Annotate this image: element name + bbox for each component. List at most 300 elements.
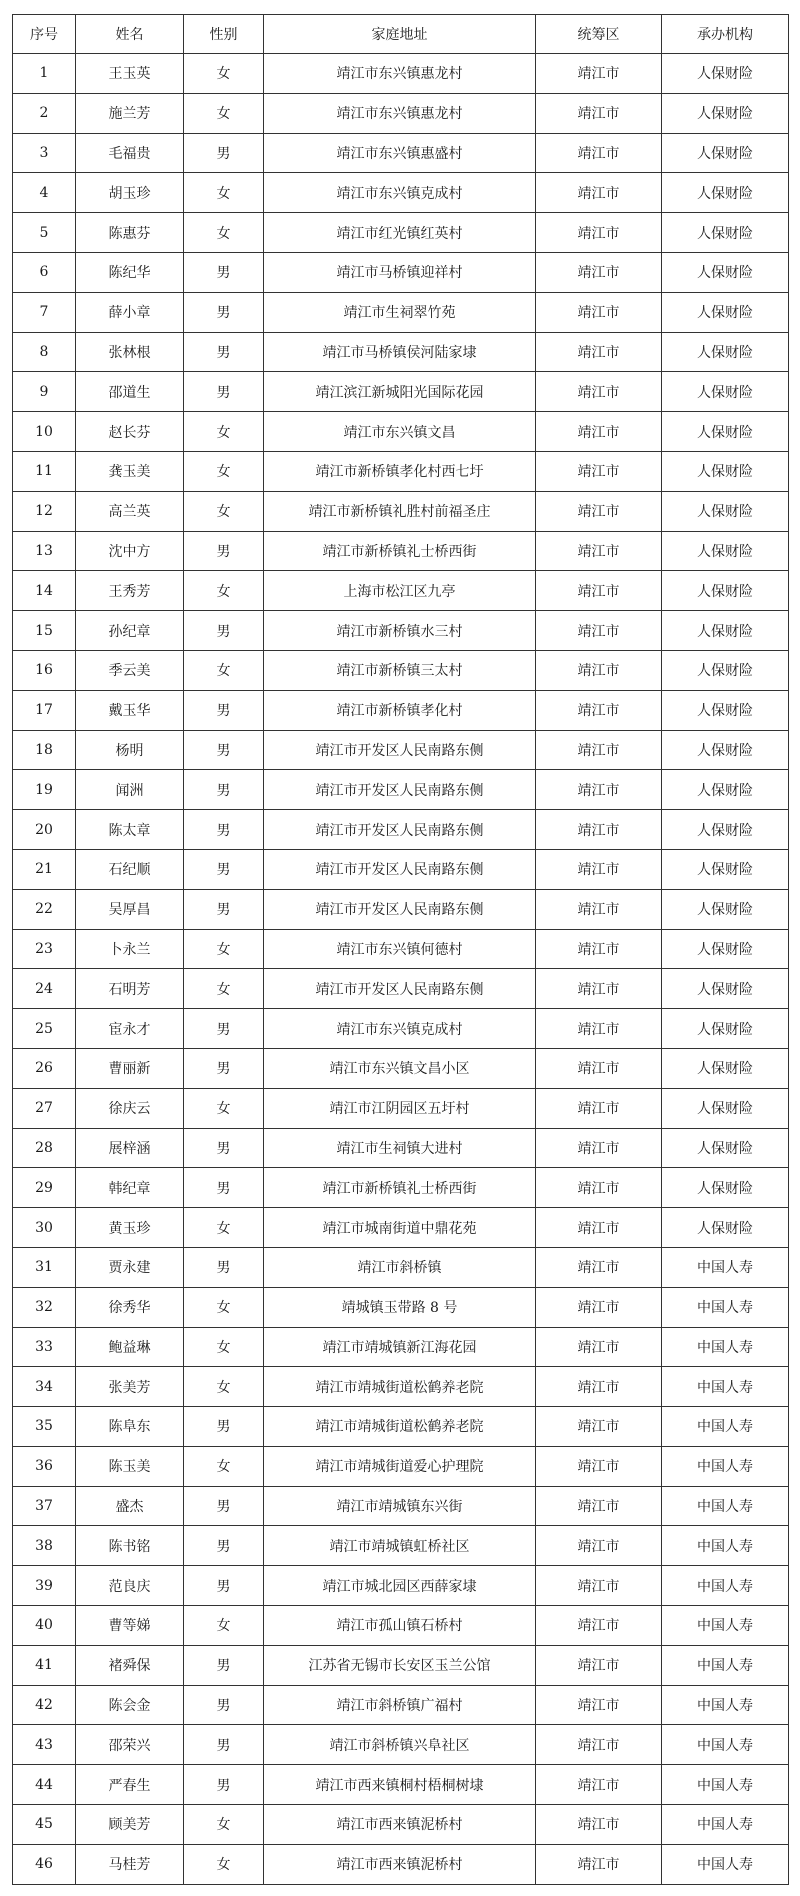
cell-gender: 男	[184, 1526, 264, 1566]
cell-name: 顾美芳	[76, 1805, 184, 1845]
cell-index: 34	[13, 1367, 76, 1407]
cell-district: 靖江市	[536, 213, 662, 253]
cell-address: 上海市松江区九亭	[264, 571, 536, 611]
cell-district: 靖江市	[536, 611, 662, 651]
cell-index: 43	[13, 1725, 76, 1765]
cell-index: 1	[13, 54, 76, 94]
table-row	[13, 1446, 789, 1486]
cell-agency: 人保财险	[662, 292, 789, 332]
table-row	[13, 54, 789, 94]
cell-agency: 人保财险	[662, 1048, 789, 1088]
table-row	[13, 93, 789, 133]
cell-gender: 男	[184, 332, 264, 372]
cell-agency: 人保财险	[662, 412, 789, 452]
cell-index: 6	[13, 252, 76, 292]
cell-gender: 男	[184, 730, 264, 770]
cell-name: 孙纪章	[76, 611, 184, 651]
cell-district: 靖江市	[536, 1725, 662, 1765]
cell-district: 靖江市	[536, 1844, 662, 1884]
cell-index: 2	[13, 93, 76, 133]
cell-name: 龚玉美	[76, 451, 184, 491]
cell-name: 陈惠芬	[76, 213, 184, 253]
cell-gender: 男	[184, 611, 264, 651]
table-row	[13, 849, 789, 889]
roster-body	[13, 54, 789, 1885]
cell-district: 靖江市	[536, 650, 662, 690]
cell-address: 靖江市开发区人民南路东侧	[264, 969, 536, 1009]
cell-address: 靖江市城北园区西薛家埭	[264, 1566, 536, 1606]
cell-index: 22	[13, 889, 76, 929]
cell-gender: 男	[184, 133, 264, 173]
cell-name: 陈阜东	[76, 1407, 184, 1447]
cell-address: 靖江市东兴镇文昌	[264, 412, 536, 452]
cell-index: 19	[13, 770, 76, 810]
cell-district: 靖江市	[536, 412, 662, 452]
cell-address: 靖江市靖城街道松鹤养老院	[264, 1407, 536, 1447]
cell-agency: 人保财险	[662, 531, 789, 571]
cell-index: 10	[13, 412, 76, 452]
cell-address: 靖江市马桥镇迎祥村	[264, 252, 536, 292]
cell-district: 靖江市	[536, 1606, 662, 1646]
cell-gender: 女	[184, 93, 264, 133]
cell-index: 17	[13, 690, 76, 730]
cell-name: 沈中方	[76, 531, 184, 571]
cell-index: 32	[13, 1287, 76, 1327]
cell-agency: 中国人寿	[662, 1566, 789, 1606]
cell-name: 陈会金	[76, 1685, 184, 1725]
cell-district: 靖江市	[536, 1048, 662, 1088]
cell-gender: 女	[184, 1367, 264, 1407]
cell-index: 11	[13, 451, 76, 491]
cell-index: 18	[13, 730, 76, 770]
cell-index: 7	[13, 292, 76, 332]
cell-gender: 女	[184, 54, 264, 94]
cell-agency: 中国人寿	[662, 1765, 789, 1805]
cell-district: 靖江市	[536, 1645, 662, 1685]
cell-address: 靖江市新桥镇三太村	[264, 650, 536, 690]
cell-agency: 中国人寿	[662, 1805, 789, 1845]
cell-gender: 男	[184, 1765, 264, 1805]
cell-name: 邵道生	[76, 372, 184, 412]
cell-name: 范良庆	[76, 1566, 184, 1606]
table-row	[13, 1367, 789, 1407]
roster-sheet	[12, 14, 788, 1885]
cell-index: 38	[13, 1526, 76, 1566]
cell-name: 陈书铭	[76, 1526, 184, 1566]
cell-gender: 女	[184, 1805, 264, 1845]
cell-agency: 人保财险	[662, 213, 789, 253]
table-row	[13, 1685, 789, 1725]
cell-name: 徐秀华	[76, 1287, 184, 1327]
cell-address: 靖江市生祠翠竹苑	[264, 292, 536, 332]
cell-index: 14	[13, 571, 76, 611]
cell-name: 吴厚昌	[76, 889, 184, 929]
cell-address: 靖江市新桥镇水三村	[264, 611, 536, 651]
cell-district: 靖江市	[536, 1168, 662, 1208]
cell-name: 严春生	[76, 1765, 184, 1805]
cell-address: 靖江市西来镇桐村梧桐树埭	[264, 1765, 536, 1805]
cell-name: 施兰芳	[76, 93, 184, 133]
cell-address: 靖江市红光镇红英村	[264, 213, 536, 253]
cell-index: 29	[13, 1168, 76, 1208]
cell-index: 21	[13, 849, 76, 889]
cell-address: 靖江市马桥镇侯河陆家埭	[264, 332, 536, 372]
cell-agency: 中国人寿	[662, 1606, 789, 1646]
table-row	[13, 1725, 789, 1765]
cell-agency: 人保财险	[662, 889, 789, 929]
header-index: 序号	[13, 15, 76, 54]
cell-name: 张林根	[76, 332, 184, 372]
table-row	[13, 491, 789, 531]
cell-name: 褚舜保	[76, 1645, 184, 1685]
cell-index: 27	[13, 1088, 76, 1128]
cell-agency: 人保财险	[662, 133, 789, 173]
cell-address: 靖江市新桥镇礼士桥西街	[264, 531, 536, 571]
table-row	[13, 1088, 789, 1128]
cell-gender: 男	[184, 1048, 264, 1088]
cell-district: 靖江市	[536, 93, 662, 133]
cell-agency: 人保财险	[662, 173, 789, 213]
cell-district: 靖江市	[536, 1009, 662, 1049]
cell-district: 靖江市	[536, 1128, 662, 1168]
table-row	[13, 1048, 789, 1088]
table-row	[13, 372, 789, 412]
cell-index: 39	[13, 1566, 76, 1606]
cell-name: 陈太章	[76, 810, 184, 850]
cell-agency: 中国人寿	[662, 1685, 789, 1725]
cell-index: 9	[13, 372, 76, 412]
cell-district: 靖江市	[536, 531, 662, 571]
cell-agency: 人保财险	[662, 849, 789, 889]
cell-index: 12	[13, 491, 76, 531]
cell-address: 靖江市开发区人民南路东侧	[264, 810, 536, 850]
cell-name: 展梓涵	[76, 1128, 184, 1168]
cell-district: 靖江市	[536, 571, 662, 611]
cell-district: 靖江市	[536, 491, 662, 531]
cell-agency: 中国人寿	[662, 1486, 789, 1526]
cell-agency: 人保财险	[662, 372, 789, 412]
table-row	[13, 1247, 789, 1287]
cell-address: 靖江市靖城街道松鹤养老院	[264, 1367, 536, 1407]
cell-gender: 女	[184, 412, 264, 452]
cell-gender: 女	[184, 1844, 264, 1884]
cell-district: 靖江市	[536, 1566, 662, 1606]
cell-name: 胡玉珍	[76, 173, 184, 213]
table-row	[13, 1168, 789, 1208]
cell-gender: 男	[184, 1566, 264, 1606]
cell-address: 靖江市开发区人民南路东侧	[264, 770, 536, 810]
cell-address: 靖江市东兴镇何德村	[264, 929, 536, 969]
cell-agency: 中国人寿	[662, 1526, 789, 1566]
cell-district: 靖江市	[536, 1327, 662, 1367]
table-row	[13, 650, 789, 690]
cell-gender: 男	[184, 1247, 264, 1287]
cell-district: 靖江市	[536, 1486, 662, 1526]
cell-index: 41	[13, 1645, 76, 1685]
table-row	[13, 451, 789, 491]
cell-index: 28	[13, 1128, 76, 1168]
cell-gender: 男	[184, 810, 264, 850]
cell-district: 靖江市	[536, 1208, 662, 1248]
cell-address: 靖江市新桥镇孝化村西七圩	[264, 451, 536, 491]
cell-gender: 男	[184, 252, 264, 292]
cell-agency: 中国人寿	[662, 1844, 789, 1884]
cell-name: 季云美	[76, 650, 184, 690]
table-row	[13, 531, 789, 571]
cell-gender: 男	[184, 690, 264, 730]
cell-name: 张美芳	[76, 1367, 184, 1407]
cell-name: 薛小章	[76, 292, 184, 332]
cell-district: 靖江市	[536, 1088, 662, 1128]
cell-agency: 人保财险	[662, 332, 789, 372]
cell-agency: 人保财险	[662, 93, 789, 133]
cell-agency: 人保财险	[662, 1168, 789, 1208]
cell-agency: 人保财险	[662, 690, 789, 730]
cell-address: 靖江市东兴镇惠龙村	[264, 54, 536, 94]
cell-gender: 女	[184, 1287, 264, 1327]
table-row	[13, 1645, 789, 1685]
cell-agency: 中国人寿	[662, 1287, 789, 1327]
cell-index: 5	[13, 213, 76, 253]
cell-address: 靖江市斜桥镇广福村	[264, 1685, 536, 1725]
cell-agency: 人保财险	[662, 451, 789, 491]
cell-agency: 中国人寿	[662, 1247, 789, 1287]
header-gender: 性别	[184, 15, 264, 54]
cell-name: 贾永建	[76, 1247, 184, 1287]
cell-address: 靖江市江阴园区五圩村	[264, 1088, 536, 1128]
cell-agency: 人保财险	[662, 810, 789, 850]
cell-address: 靖江市斜桥镇兴阜社区	[264, 1725, 536, 1765]
table-row	[13, 1327, 789, 1367]
header-address: 家庭地址	[264, 15, 536, 54]
roster-table	[12, 14, 789, 1885]
cell-name: 卜永兰	[76, 929, 184, 969]
cell-gender: 男	[184, 1685, 264, 1725]
header-row	[13, 15, 789, 54]
cell-district: 靖江市	[536, 54, 662, 94]
cell-address: 靖江市东兴镇文昌小区	[264, 1048, 536, 1088]
cell-gender: 男	[184, 1168, 264, 1208]
cell-name: 赵长芬	[76, 412, 184, 452]
table-row	[13, 1805, 789, 1845]
cell-name: 闻洲	[76, 770, 184, 810]
cell-address: 靖江滨江新城阳光国际花园	[264, 372, 536, 412]
cell-address: 靖江市靖城街道爱心护理院	[264, 1446, 536, 1486]
table-row	[13, 1486, 789, 1526]
cell-district: 靖江市	[536, 1765, 662, 1805]
cell-address: 靖江市靖城镇东兴街	[264, 1486, 536, 1526]
cell-address: 靖江市斜桥镇	[264, 1247, 536, 1287]
table-row	[13, 1566, 789, 1606]
cell-gender: 男	[184, 531, 264, 571]
cell-address: 靖江市新桥镇礼胜村前福圣庄	[264, 491, 536, 531]
cell-index: 25	[13, 1009, 76, 1049]
cell-name: 杨明	[76, 730, 184, 770]
table-row	[13, 173, 789, 213]
cell-address: 靖江市新桥镇孝化村	[264, 690, 536, 730]
cell-name: 鲍益琳	[76, 1327, 184, 1367]
cell-name: 宦永才	[76, 1009, 184, 1049]
table-row	[13, 730, 789, 770]
cell-district: 靖江市	[536, 451, 662, 491]
cell-address: 靖江市新桥镇礼士桥西街	[264, 1168, 536, 1208]
cell-agency: 人保财险	[662, 1128, 789, 1168]
cell-name: 徐庆云	[76, 1088, 184, 1128]
table-row	[13, 611, 789, 651]
cell-district: 靖江市	[536, 1685, 662, 1725]
cell-address: 江苏省无锡市长安区玉兰公馆	[264, 1645, 536, 1685]
header-district: 统筹区	[536, 15, 662, 54]
header-agency: 承办机构	[662, 15, 789, 54]
cell-district: 靖江市	[536, 252, 662, 292]
cell-agency: 人保财险	[662, 611, 789, 651]
cell-name: 韩纪章	[76, 1168, 184, 1208]
cell-agency: 人保财险	[662, 571, 789, 611]
table-row	[13, 412, 789, 452]
cell-district: 靖江市	[536, 810, 662, 850]
cell-district: 靖江市	[536, 332, 662, 372]
cell-gender: 女	[184, 173, 264, 213]
table-row	[13, 1407, 789, 1447]
cell-address: 靖江市开发区人民南路东侧	[264, 889, 536, 929]
cell-index: 4	[13, 173, 76, 213]
cell-gender: 女	[184, 451, 264, 491]
cell-district: 靖江市	[536, 889, 662, 929]
cell-index: 35	[13, 1407, 76, 1447]
table-row	[13, 810, 789, 850]
table-row	[13, 252, 789, 292]
cell-address: 靖江市生祠镇大进村	[264, 1128, 536, 1168]
cell-index: 33	[13, 1327, 76, 1367]
table-row	[13, 690, 789, 730]
cell-agency: 人保财险	[662, 730, 789, 770]
cell-index: 16	[13, 650, 76, 690]
table-row	[13, 292, 789, 332]
cell-district: 靖江市	[536, 292, 662, 332]
cell-gender: 女	[184, 491, 264, 531]
cell-agency: 人保财险	[662, 54, 789, 94]
cell-index: 46	[13, 1844, 76, 1884]
cell-address: 靖江市东兴镇惠盛村	[264, 133, 536, 173]
table-row	[13, 1009, 789, 1049]
cell-name: 高兰英	[76, 491, 184, 531]
cell-district: 靖江市	[536, 372, 662, 412]
cell-address: 靖江市开发区人民南路东侧	[264, 849, 536, 889]
cell-district: 靖江市	[536, 1367, 662, 1407]
cell-name: 陈玉美	[76, 1446, 184, 1486]
table-row	[13, 133, 789, 173]
cell-gender: 女	[184, 1088, 264, 1128]
cell-agency: 中国人寿	[662, 1327, 789, 1367]
cell-agency: 中国人寿	[662, 1725, 789, 1765]
cell-address: 靖江市开发区人民南路东侧	[264, 730, 536, 770]
table-row	[13, 213, 789, 253]
cell-index: 30	[13, 1208, 76, 1248]
cell-agency: 人保财险	[662, 491, 789, 531]
table-row	[13, 929, 789, 969]
cell-district: 靖江市	[536, 849, 662, 889]
header-name: 姓名	[76, 15, 184, 54]
cell-district: 靖江市	[536, 1247, 662, 1287]
cell-name: 王玉英	[76, 54, 184, 94]
cell-gender: 男	[184, 1407, 264, 1447]
cell-gender: 女	[184, 571, 264, 611]
cell-gender: 男	[184, 770, 264, 810]
cell-agency: 人保财险	[662, 252, 789, 292]
table-row	[13, 571, 789, 611]
table-row	[13, 770, 789, 810]
cell-address: 靖江市东兴镇惠龙村	[264, 93, 536, 133]
cell-name: 石纪顺	[76, 849, 184, 889]
cell-agency: 中国人寿	[662, 1446, 789, 1486]
cell-address: 靖江市靖城镇虹桥社区	[264, 1526, 536, 1566]
cell-index: 13	[13, 531, 76, 571]
cell-agency: 中国人寿	[662, 1367, 789, 1407]
cell-agency: 人保财险	[662, 1088, 789, 1128]
cell-district: 靖江市	[536, 969, 662, 1009]
cell-district: 靖江市	[536, 1407, 662, 1447]
cell-address: 靖江市西来镇泥桥村	[264, 1805, 536, 1845]
table-row	[13, 1208, 789, 1248]
cell-address: 靖江市城南街道中鼎花苑	[264, 1208, 536, 1248]
cell-district: 靖江市	[536, 1805, 662, 1845]
cell-district: 靖江市	[536, 1287, 662, 1327]
cell-gender: 男	[184, 372, 264, 412]
cell-district: 靖江市	[536, 173, 662, 213]
table-row	[13, 1606, 789, 1646]
table-row	[13, 332, 789, 372]
cell-district: 靖江市	[536, 770, 662, 810]
cell-index: 23	[13, 929, 76, 969]
cell-gender: 男	[184, 1645, 264, 1685]
cell-district: 靖江市	[536, 133, 662, 173]
table-row	[13, 1765, 789, 1805]
cell-index: 31	[13, 1247, 76, 1287]
cell-gender: 女	[184, 650, 264, 690]
cell-index: 26	[13, 1048, 76, 1088]
cell-name: 戴玉华	[76, 690, 184, 730]
cell-name: 马桂芳	[76, 1844, 184, 1884]
cell-agency: 人保财险	[662, 1208, 789, 1248]
cell-address: 靖江市西来镇泥桥村	[264, 1844, 536, 1884]
cell-name: 曹等娣	[76, 1606, 184, 1646]
cell-agency: 中国人寿	[662, 1645, 789, 1685]
cell-address: 靖江市孤山镇石桥村	[264, 1606, 536, 1646]
cell-agency: 人保财险	[662, 770, 789, 810]
cell-gender: 女	[184, 1208, 264, 1248]
cell-index: 40	[13, 1606, 76, 1646]
table-row	[13, 1287, 789, 1327]
cell-address: 靖江市东兴镇克成村	[264, 173, 536, 213]
cell-index: 36	[13, 1446, 76, 1486]
cell-agency: 人保财险	[662, 650, 789, 690]
cell-gender: 男	[184, 292, 264, 332]
cell-address: 靖江市靖城镇新江海花园	[264, 1327, 536, 1367]
cell-district: 靖江市	[536, 929, 662, 969]
cell-name: 黄玉珍	[76, 1208, 184, 1248]
table-row	[13, 1526, 789, 1566]
cell-name: 曹丽新	[76, 1048, 184, 1088]
table-row	[13, 889, 789, 929]
cell-agency: 中国人寿	[662, 1407, 789, 1447]
cell-index: 15	[13, 611, 76, 651]
cell-name: 邵荣兴	[76, 1725, 184, 1765]
cell-name: 盛杰	[76, 1486, 184, 1526]
cell-name: 陈纪华	[76, 252, 184, 292]
cell-gender: 男	[184, 849, 264, 889]
cell-gender: 男	[184, 889, 264, 929]
cell-index: 20	[13, 810, 76, 850]
